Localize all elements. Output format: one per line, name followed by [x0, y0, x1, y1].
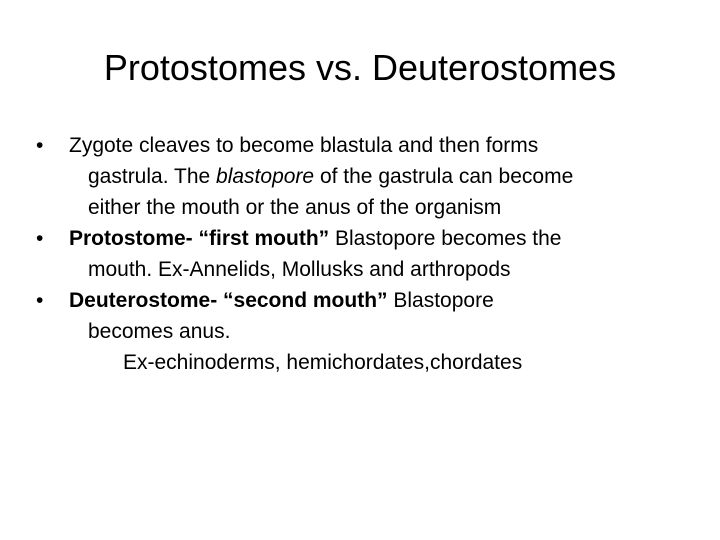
bullet-dot: • [36, 134, 44, 157]
bullet-text [69, 223, 696, 254]
bullet-text-segment: Blastopore [387, 289, 494, 312]
bullet-text: either the mouth or the anus of the organism [88, 196, 502, 219]
bullet-text [69, 285, 696, 316]
bullet-dot: • [36, 227, 44, 250]
bullet-text-segment: gastrula. The [88, 165, 217, 188]
bullet-item-zygote [36, 130, 696, 223]
bullet-text-segment: Blastopore becomes the [329, 227, 562, 250]
bullet-text: Ex-echinoderms, hemichordates,chordates [123, 351, 523, 374]
bullet-text [69, 161, 696, 192]
bullet-item-deuterostome [36, 285, 696, 378]
bullet-dot: • [36, 289, 44, 312]
blastopore-term: blastopore [216, 165, 315, 188]
bullet-text-segment: of the gastrula can become [314, 165, 574, 188]
deuterostome-term: Deuterostome- “second mouth” [69, 289, 388, 312]
bullet-text: mouth. Ex-Annelids, Mollusks and arthropods [88, 258, 511, 281]
bullet-text: Zygote cleaves to become blastula and then forms [69, 134, 539, 157]
slide-title: Protostomes vs. Deuterostomes [103, 47, 617, 88]
protostome-term: Protostome- “first mouth” [69, 227, 330, 250]
bullet-item-protostome [36, 223, 696, 285]
bullet-list [36, 130, 696, 378]
bullet-text: becomes anus. [88, 320, 231, 343]
